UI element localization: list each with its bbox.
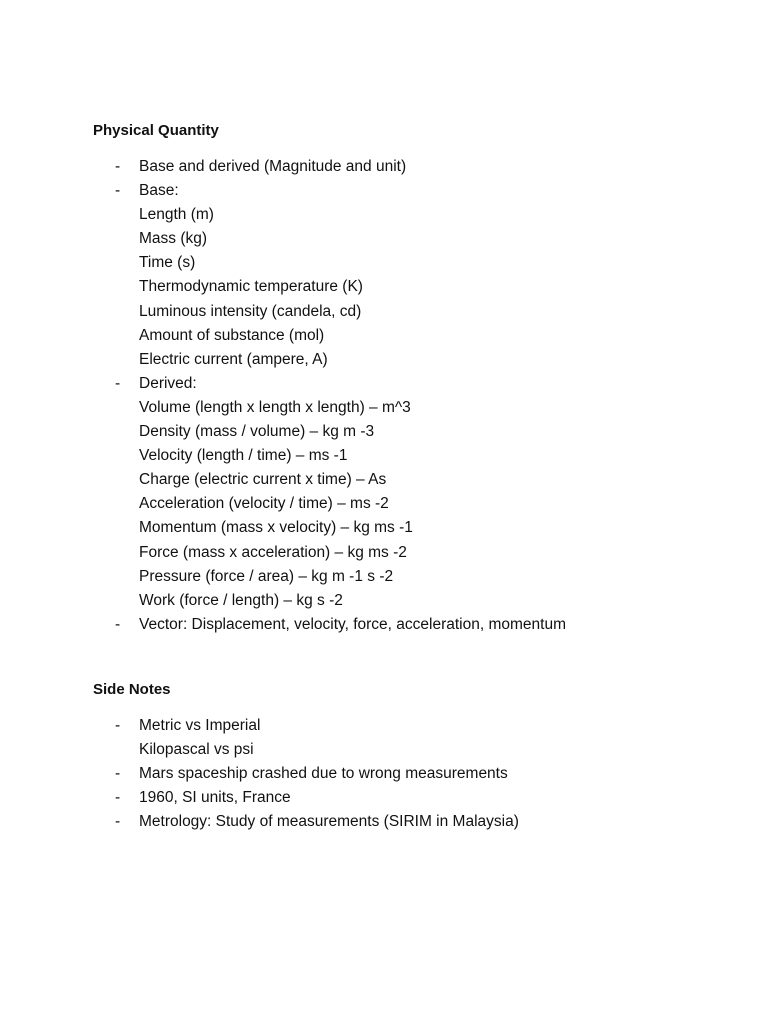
section-side-notes [93,680,713,834]
list-item [93,155,713,179]
list-item-text: Thermodynamic temperature (K) [139,278,363,296]
list-item [93,762,713,786]
bullet-dash: - [115,813,121,831]
list-item-text: Mars spaceship crashed due to wrong measurements [139,765,508,783]
list-item-text: Mass (kg) [139,230,208,248]
list-item-text: Pressure (force / area) – kg m -1 s -2 [139,567,394,585]
list-item-text: Momentum (mass x velocity) – kg ms -1 [139,519,413,537]
section-heading: Physical Quantity [93,122,219,139]
list-item-text: Acceleration (velocity / time) – ms -2 [139,495,389,513]
list-item [93,372,713,613]
list-item [93,786,713,810]
bullet-dash: - [115,374,121,392]
list-item-text: Vector: Displacement, velocity, force, acceleration, momentum [139,615,566,633]
list-item-text: Derived: [139,374,197,392]
bullet-list [93,155,713,637]
bullet-dash: - [115,717,121,734]
section-physical-quantity [93,121,713,637]
list-item-text: Base and derived (Magnitude and unit) [139,158,407,175]
list-item-text: Density (mass / volume) – kg m -3 [139,423,375,441]
list-item-text: Metrology: Study of measurements (SIRIM in Malaysia) [139,813,519,831]
bullet-dash: - [115,615,121,633]
list-item-text: Kilopascal vs psi [139,741,254,759]
list-item-text: Work (force / length) – kg s -2 [139,591,343,609]
list-item [93,810,713,834]
list-item-text: Volume (length x length x length) – m^3 [139,398,411,416]
list-item-text: Velocity (length / time) – ms -1 [139,447,348,465]
list-item-text: 1960, SI units, France [139,789,291,807]
list-item [93,714,713,762]
bullet-list [93,714,713,834]
bullet-dash: - [115,765,121,783]
bullet-dash: - [115,182,121,200]
list-item-text: Amount of substance (mol) [139,326,325,344]
list-item-text: Electric current (ampere, A) [139,350,328,368]
list-item [93,613,713,637]
section-heading: Side Notes [93,681,171,698]
bullet-dash: - [115,789,121,807]
list-item-text: Base: [139,182,179,200]
bullet-dash: - [115,158,121,175]
list-item-text: Force (mass x acceleration) – kg ms -2 [139,543,407,561]
list-item-text: Length (m) [139,206,214,224]
list-item-text: Metric vs Imperial [139,717,261,734]
list-item-text: Charge (electric current x time) – As [139,471,387,489]
list-item [93,179,713,372]
list-item-text: Luminous intensity (candela, cd) [139,302,362,320]
list-item-text: Time (s) [139,254,196,272]
